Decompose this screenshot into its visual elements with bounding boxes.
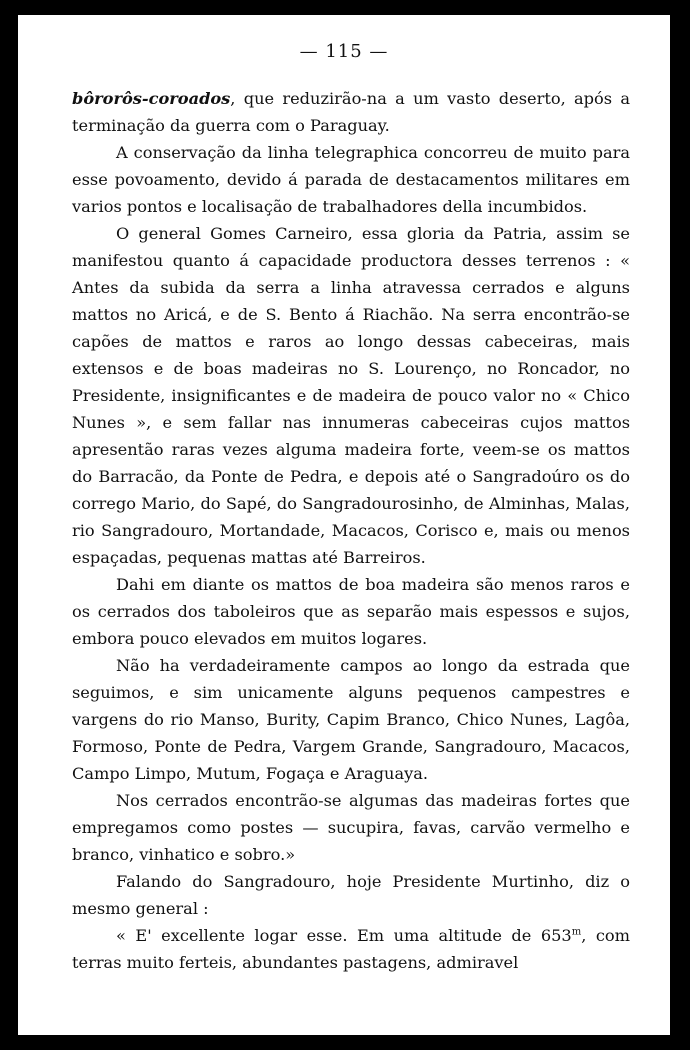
book-page [18, 15, 670, 1035]
paragraph-6: Nos cerrados encontrão-se algumas das madeiras fortes que empregamos como postes — sucupira, favas, carvão vermelho e branco, vinhatico e sobro.» [72, 791, 630, 864]
paragraph-4: Dahi em diante os mattos de boa madeira são menos raros e os cerrados dos taboleiros que as separão mais espessos e sujos, embora pouco elevados em muitos logares. [72, 575, 630, 648]
paragraph-2: A conservação da linha telegraphica concorreu de muito para esse povoamento, devido á parada de destacamentos militares em varios pontos e localisação de trabalhadores della incumbidos. [72, 143, 630, 216]
paragraph-5: Não ha verdadeiramente campos ao longo da estrada que seguimos, e sim unicamente alguns pequenos campestres e vargens do rio Manso, Burity, Capim Branco, Chico Nunes, Lagôa, Formoso, Ponte de Pedra, Vargem Grande, Sangradouro, Macacos, Campo Limpo, Mutum, Fogaça e Araguaya. [72, 656, 630, 783]
paragraph-8-text: « E' excellente logar esse. Em uma altitude de 653 [116, 926, 572, 945]
paragraph-8 [72, 922, 630, 976]
body-text [72, 85, 630, 976]
superscript-unit: m [571, 926, 582, 938]
italic-term: bôrorôs-coroados [72, 89, 231, 108]
paragraph-1-text: , que reduzirão-na a um vasto deserto, após a terminação da guerra com o Paraguay. [72, 89, 630, 135]
page-number: — 115 — [299, 41, 389, 62]
paragraph-8-tail: , com terras muito ferteis, abundantes pastagens, admiravel [72, 926, 631, 972]
paragraph-1 [72, 85, 630, 139]
paragraph-3: O general Gomes Carneiro, essa gloria da Patria, assim se manifestou quanto á capacidade productora desses terrenos : « Antes da subida da serra a linha atravessa cerrados e alguns mattos no Aricá, e de S. Bento á Riachão. Na serra encontrão-se capões de mattos e raros ao longo dessas cabeceiras, mais extensos e de boas madeiras no S. Lourenço, no Roncador, no Presidente, insignificantes e de madeira de pouco valor no « Chico Nunes », e sem fallar nas innumeras cabeceiras cujos mattos apresentão raras vezes alguma madeira forte, veem-se os mattos do Barracão, da Ponte de Pedra, e depois até o Sangradoúro os do corrego Mario, do Sapé, do Sangradourosinho, de Alminhas, Malas, rio Sangradouro, Mortandade, Macacos, Corisco e, mais ou menos espaçadas, pequenas mattas até Barreiros. [72, 224, 630, 567]
paragraph-7: Falando do Sangradouro, hoje Presidente Murtinho, diz o mesmo general : [72, 872, 630, 918]
